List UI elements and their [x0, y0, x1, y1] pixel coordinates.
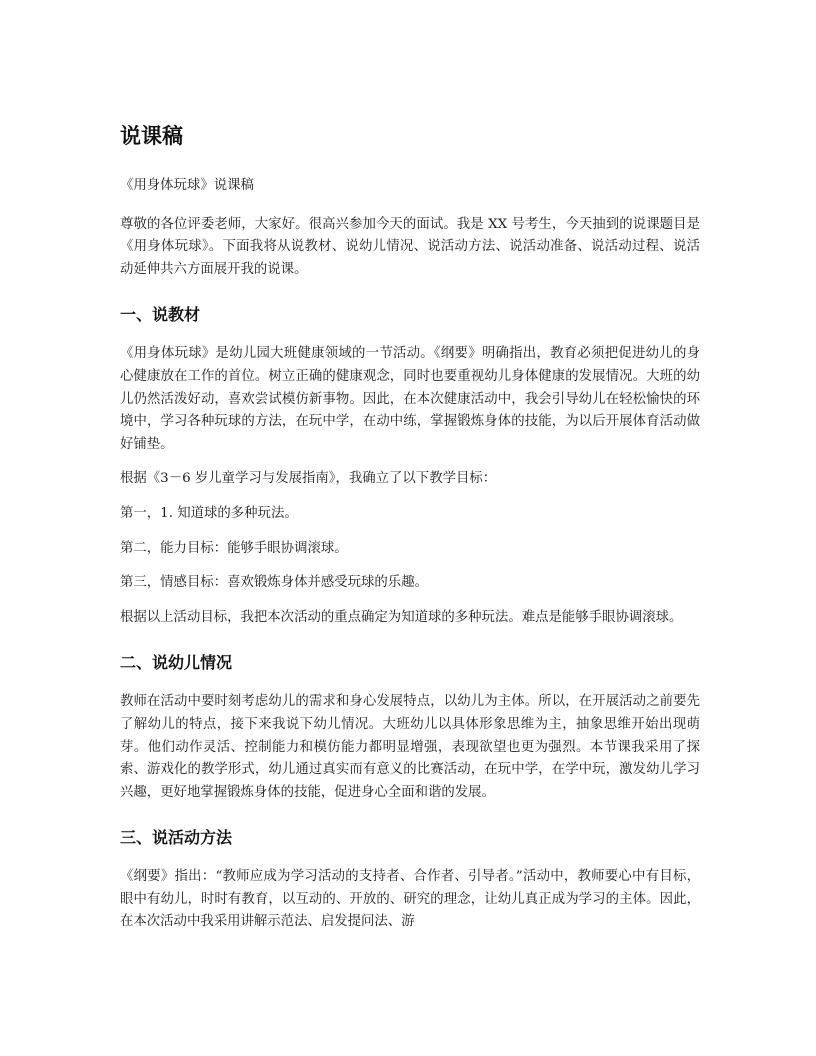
- document-title: 说课稿: [120, 124, 183, 148]
- goal-item: 第一，1. 知道球的多种玩法。: [120, 505, 298, 521]
- section-heading: 二、说幼儿情况: [120, 653, 233, 673]
- document-page: [120, 112, 700, 946]
- section-heading: 三、说活动方法: [120, 828, 233, 848]
- goal-item: 第三，情感目标：喜欢锻炼身体并感受玩球的乐趣。: [120, 575, 428, 591]
- paragraph: 教师在活动中要时刻考虑幼儿的需求和身心发展特点，以幼儿为主体。所以，在开展活动之前要先了解幼儿的特点，接下来我说下幼儿情况。大班幼儿以具体形象思维为主，抽象思维开始出现萌芽。他们动作灵活、控制能力和模仿能力都明显增强，表现欲望也更为强烈。本节课我采用了探索、游戏化的教学形式，幼儿通过真实而有意义的比赛活动，在玩中学，在学中玩，激发幼儿学习兴趣，更好地掌握锻炼身体的技能，促进身心全面和谐的发展。: [120, 694, 700, 800]
- section-children-situation: [120, 651, 700, 804]
- paragraph: 《纲要》指出：“教师应成为学习活动的支持者、合作者、引导者。”活动中，教师要心中有目标，眼中有幼儿，时时有教育，以互动的、开放的、研究的理念，让幼儿真正成为学习的主体。因此，在本次活动中我采用讲解示范法、启发提问法、游: [120, 869, 700, 930]
- section-activity-methods: [120, 826, 700, 934]
- intro-paragraph: 尊敬的各位评委老师，大家好。很高兴参加今天的面试。我是 XX 号考生，今天抽到的说课题目是《用身体玩球》。下面我将从说教材、说幼儿情况、说活动方法、说活动准备、说活动过程、说活动延伸共六方面展开我的说课。: [120, 216, 700, 277]
- goal-item: 第二，能力目标：能够手眼协调滚球。: [120, 540, 348, 556]
- paragraph: 根据以上活动目标，我把本次活动的重点确定为知道球的多种玩法。难点是能够手眼协调滚球。: [120, 609, 683, 625]
- section-teaching-material: [120, 303, 700, 629]
- section-heading: 一、说教材: [120, 305, 201, 325]
- paragraph: 《用身体玩球》是幼儿园大班健康领域的一节活动。《纲要》明确指出，教育必须把促进幼儿的身心健康放在工作的首位。树立正确的健康观念，同时也要重视幼儿身体健康的发展情况。大班的幼儿仍然活泼好动，喜欢尝试模仿新事物。因此，在本次健康活动中，我会引导幼儿在轻松愉快的环境中，学习各种玩球的方法，在玩中学，在动中练，掌握锻炼身体的技能，为以后开展体育活动做好铺垫。: [120, 346, 700, 452]
- paragraph: 根据《3－6 岁儿童学习与发展指南》，我确立了以下教学目标：: [120, 471, 497, 487]
- document-subtitle: 《用身体玩球》说课稿: [120, 178, 254, 193]
